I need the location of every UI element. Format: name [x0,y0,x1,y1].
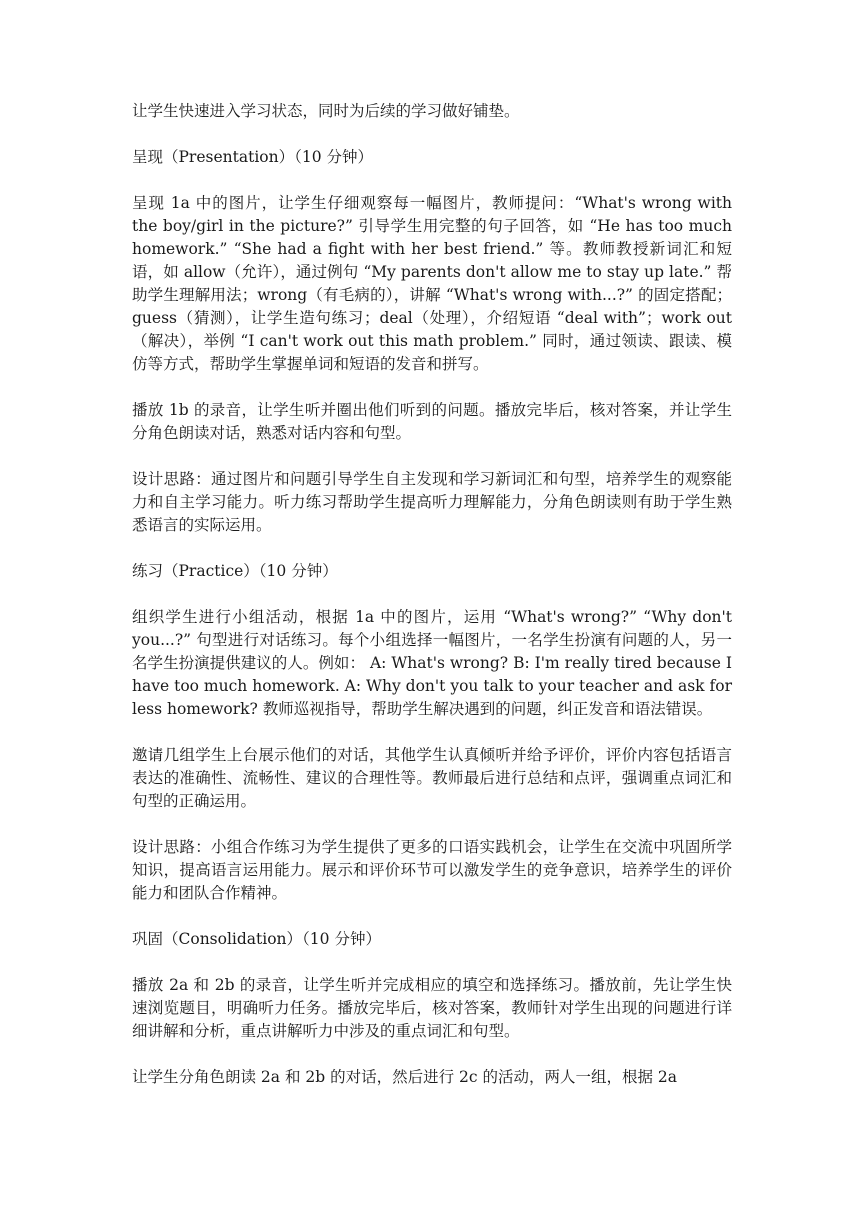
section-heading-presentation: 呈现（Presentation）（10 分钟） [132,148,373,166]
paragraph-intro-tail: 让学生快速进入学习状态，同时为后续的学习做好铺垫。 [132,102,520,120]
paragraph-practice-1: 组织学生进行小组活动，根据 1a 中的图片，运用 “What's wrong?” “Why don't you...?” 句型进行对话练习。每个小组选择一幅图片，一名学生扮演有问题的人，另一名学生扮演提供建议的人。例如： A: What's wrong? B: I'm really tired because I have too much homework. A: Why don't you talk to your teacher and ask for less homework? 教师巡视指导，帮助学生解决遇到的问题，纠正发音和语法错误。 [132,608,732,718]
paragraph-presentation-2: 播放 1b 的录音，让学生听并圈出他们听到的问题。播放完毕后，核对答案，并让学生分角色朗读对话，熟悉对话内容和句型。 [132,401,732,442]
paragraph-consolidation-1: 播放 2a 和 2b 的录音，让学生听并完成相应的填空和选择练习。播放前，先让学生快速浏览题目，明确听力任务。播放完毕后，核对答案，教师针对学生出现的问题进行详细讲解和分析，重点讲解听力中涉及的重点词汇和句型。 [132,976,732,1040]
section-heading-consolidation: 巩固（Consolidation）（10 分钟） [132,930,381,948]
paragraph-consolidation-2: 让学生分角色朗读 2a 和 2b 的对话，然后进行 2c 的活动，两人一组，根据 2a [132,1068,678,1086]
document-page [132,100,732,1089]
paragraph-presentation-design: 设计思路：通过图片和问题引导学生自主发现和学习新词汇和句型，培养学生的观察能力和自主学习能力。听力练习帮助学生提高听力理解能力，分角色朗读则有助于学生熟悉语言的实际运用。 [132,470,732,534]
paragraph-presentation-1: 呈现 1a 中的图片，让学生仔细观察每一幅图片，教师提问：“What's wrong with the boy/girl in the picture?” 引导学生用完整的句子回答，如 “He has too much homework.” “She had a fight with her best friend.” 等。教师教授新词汇和短语，如 allow（允许），通过例句 “My parents don't allow me to stay up late.” 帮助学生理解用法；wrong（有毛病的），讲解 “What's wrong with...?” 的固定搭配；guess（猜测），让学生造句练习；deal（处理），介绍短语 “deal with”；work out（解决），举例 “I can't work out this math problem.” 同时，通过领读、跟读、模仿等方式，帮助学生掌握单词和短语的发音和拼写。 [132,194,732,373]
section-heading-practice: 练习（Practice）（10 分钟） [132,562,338,580]
paragraph-practice-2: 邀请几组学生上台展示他们的对话，其他学生认真倾听并给予评价，评价内容包括语言表达的准确性、流畅性、建议的合理性等。教师最后进行总结和点评，强调重点词汇和句型的正确运用。 [132,746,732,810]
paragraph-practice-design: 设计思路：小组合作练习为学生提供了更多的口语实践机会，让学生在交流中巩固所学知识，提高语言运用能力。展示和评价环节可以激发学生的竞争意识，培养学生的评价能力和团队合作精神。 [132,838,732,902]
